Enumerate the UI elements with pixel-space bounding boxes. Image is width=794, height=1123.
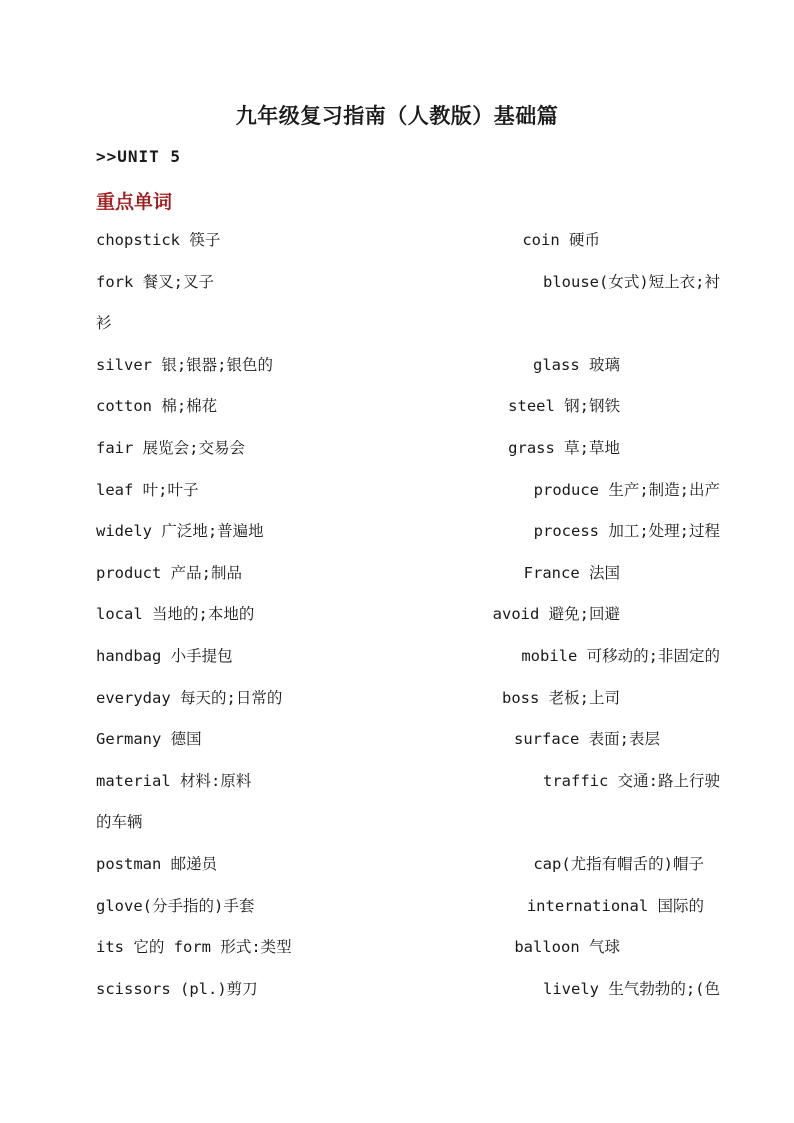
vocab-entry-right: cap(尤指有帽舌的)帽子	[533, 854, 704, 873]
vocab-entry-right: process 加工;处理;过程	[533, 522, 720, 541]
vocab-row	[96, 969, 720, 1011]
vocab-entry-right: surface 表面;表层	[514, 730, 660, 749]
vocab-entry-left: product 产品;制品	[96, 563, 242, 582]
vocab-entry-right: mobile 可移动的;非固定的	[521, 646, 720, 665]
vocab-entry-left: everyday 每天的;日常的	[96, 688, 283, 707]
vocab-entry-right: steel 钢;钢铁	[508, 397, 620, 416]
vocab-row	[96, 386, 720, 428]
vocab-row	[96, 594, 720, 636]
vocabulary-list	[96, 220, 720, 1010]
vocab-entry-right: glass 玻璃	[533, 355, 620, 374]
vocab-row	[96, 220, 720, 262]
vocab-row	[96, 761, 720, 803]
vocab-entry-left: leaf 叶;叶子	[96, 480, 199, 499]
vocab-entry-left: 的车辆	[96, 813, 143, 832]
unit-heading: >>UNIT 5	[96, 147, 182, 166]
vocab-entry-left: fair 展览会;交易会	[96, 438, 245, 457]
vocab-entry-right: France 法国	[523, 563, 620, 582]
vocab-entry-right: lively 生气勃勃的;(色	[543, 979, 720, 998]
vocab-entry-left: glove(分手指的)手套	[96, 896, 255, 915]
vocab-entry-right: balloon 气球	[514, 938, 620, 957]
vocab-row	[96, 678, 720, 720]
vocab-entry-left: postman 邮递员	[96, 854, 218, 873]
vocab-entry-right: produce 生产;制造;出产	[533, 480, 720, 499]
vocab-entry-left: material 材料:原料	[96, 771, 252, 790]
vocab-entry-left: scissors (pl.)剪刀	[96, 979, 258, 998]
vocab-entry-left: widely 广泛地;普遍地	[96, 522, 264, 541]
vocab-row	[96, 719, 720, 761]
page-title: 九年级复习指南（人教版）基础篇	[235, 103, 559, 128]
vocab-entry-right: grass 草;草地	[508, 438, 620, 457]
vocab-entry-right: avoid 避免;回避	[492, 605, 620, 624]
vocab-entry-right: blouse(女式)短上衣;衬	[543, 272, 720, 291]
vocab-row	[96, 262, 720, 304]
vocab-row	[96, 470, 720, 512]
vocab-row	[96, 844, 720, 886]
vocab-entry-right: international 国际的	[526, 896, 704, 915]
vocab-entry-left: 衫	[96, 314, 112, 333]
vocab-entry-right: coin 硬币	[522, 231, 600, 249]
vocab-entry-left: Germany 德国	[96, 730, 202, 749]
vocab-row	[96, 303, 720, 345]
vocab-row	[96, 927, 720, 969]
vocab-row	[96, 428, 720, 470]
vocab-entry-left: cotton 棉;棉花	[96, 397, 218, 416]
vocab-row	[96, 886, 720, 928]
vocab-row	[96, 802, 720, 844]
vocab-entry-left: silver 银;银器;银色的	[96, 355, 273, 374]
vocab-entry-left: fork 餐叉;叉子	[96, 272, 214, 291]
vocab-entry-left: local 当地的;本地的	[96, 605, 255, 624]
section-heading: 重点单词	[96, 191, 173, 213]
vocab-entry-right: boss 老板;上司	[502, 688, 620, 707]
vocab-row	[96, 511, 720, 553]
vocab-row	[96, 345, 720, 387]
vocab-entry-left: its 它的 form 形式:类型	[96, 938, 292, 957]
vocab-row	[96, 553, 720, 595]
vocab-entry-left: handbag 小手提包	[96, 646, 233, 665]
vocab-entry-left: chopstick 筷子	[96, 231, 221, 249]
vocab-row	[96, 636, 720, 678]
vocab-entry-right: traffic 交通:路上行驶	[543, 771, 720, 790]
